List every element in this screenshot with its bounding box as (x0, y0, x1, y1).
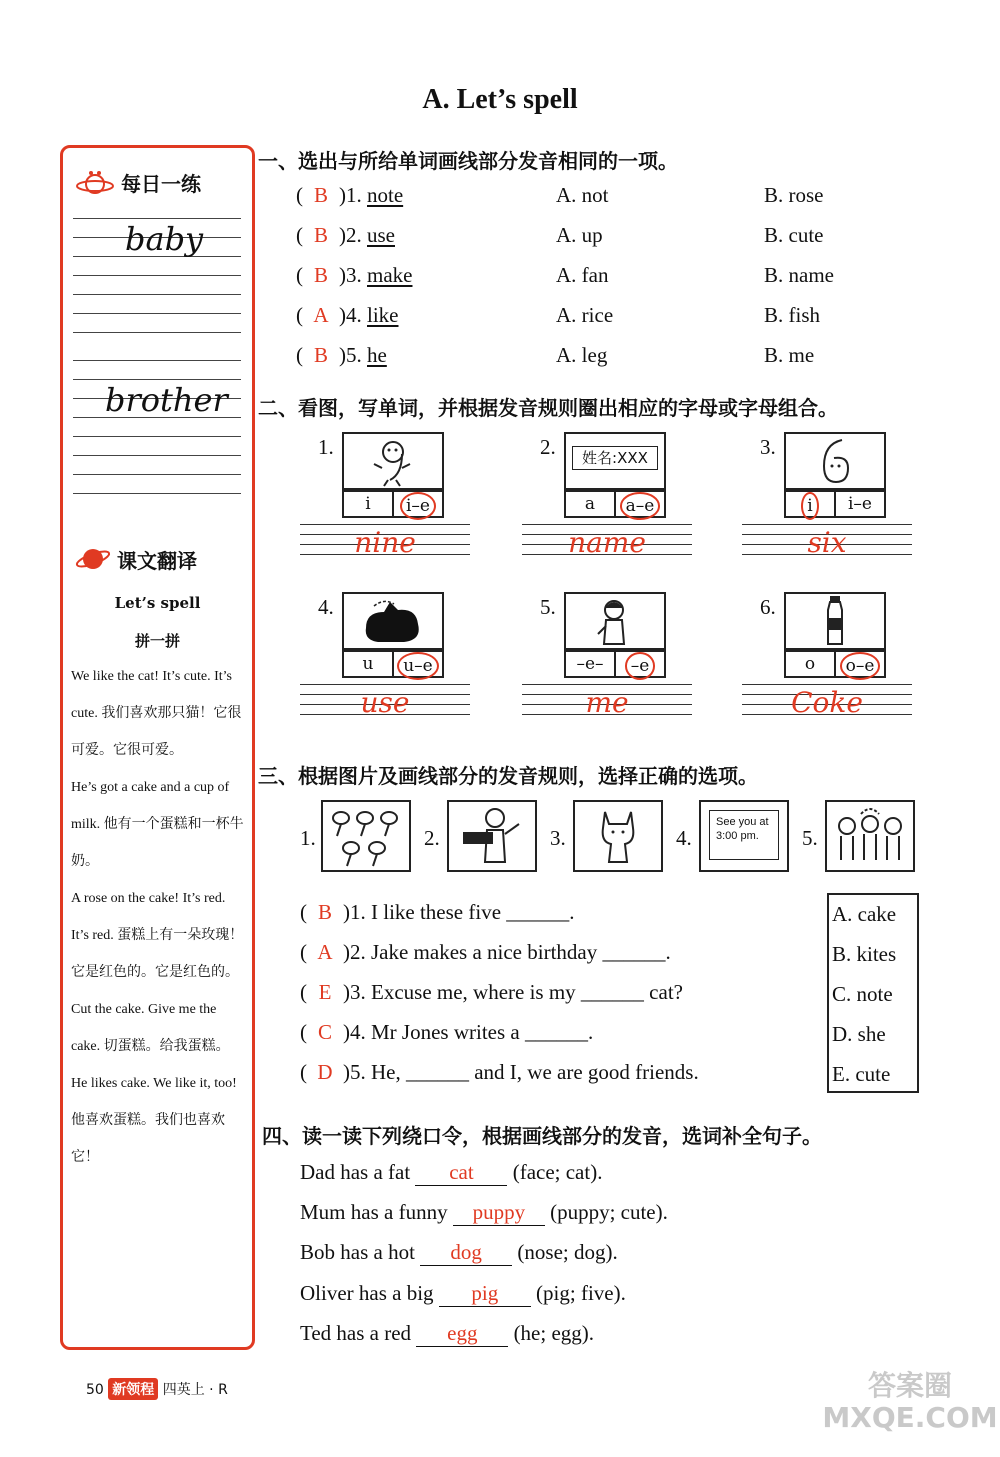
s4-row-1: Dad has a fat cat (face; cat). (300, 1160, 603, 1184)
s1-word: make (367, 263, 413, 287)
s3-option: B. kites (832, 942, 897, 966)
translation-paragraph: Cut the cake. Give me the cake. 切蛋糕。给我蛋糕。 (71, 1002, 230, 1054)
s2-answer-word[interactable]: name (568, 526, 646, 559)
s3-answer[interactable]: B (317, 900, 332, 924)
s3-picture-number: 2. (424, 826, 440, 850)
s2-item-number: 5. (540, 595, 556, 619)
s2-picture-coke (784, 592, 886, 650)
translation-header (75, 544, 245, 574)
s1-option-a: A. leg (556, 343, 608, 367)
s1-answer[interactable]: B (313, 223, 328, 247)
cursive-word-baby: baby (125, 220, 204, 258)
s2-option[interactable]: –e– (576, 654, 604, 674)
s1-answer[interactable]: B (313, 183, 328, 207)
s2-writing-lines (522, 524, 692, 564)
animal-silhouette-icon (344, 594, 442, 648)
s1-option-b: B. cute (764, 223, 824, 247)
s3-picture-number: 1. (300, 826, 316, 850)
planet-icon (75, 169, 115, 197)
translation-paragraph: We like the cat! It’s cute. It’s cute. 我们喜欢那只猫！它很可爱。它很可爱。 (71, 669, 242, 758)
s3-answer[interactable]: E (318, 980, 332, 1004)
s2-item-number: 2. (540, 435, 556, 459)
s3-row-4: ( C )4. Mr Jones writes a ______. (300, 1020, 594, 1044)
girl-pointing-icon (566, 594, 664, 648)
daily-practice-header (75, 168, 245, 197)
s2-item-number: 4. (318, 595, 334, 619)
s2-answer-word[interactable]: six (807, 526, 847, 559)
s4-answer[interactable]: pig (439, 1281, 531, 1307)
s4-answer[interactable]: puppy (453, 1200, 545, 1226)
page-title: A. Let’s spell (422, 84, 578, 115)
s1-row-2: ( B )2. use (296, 223, 395, 247)
s2-picture-six (784, 432, 886, 490)
s2-option-circled[interactable] (392, 492, 442, 516)
s2-options (784, 650, 886, 678)
translation-title: 课文翻译 (117, 548, 197, 573)
s2-option[interactable]: o (804, 654, 816, 674)
s1-row-5: ( B )5. he (296, 343, 387, 367)
s1-word: like (367, 303, 399, 327)
s1-answer[interactable]: B (313, 343, 328, 367)
cursive-word-brother: brother (105, 381, 228, 419)
bottle-icon (786, 594, 884, 648)
circled-option-mark: i–e (400, 492, 436, 520)
s2-picture-me (564, 592, 666, 650)
s2-option[interactable]: u (362, 654, 374, 674)
s3-picture-cake (447, 800, 537, 872)
s3-row-2: ( A )2. Jake makes a nice birthday ______. (300, 940, 671, 964)
s2-options (564, 650, 666, 678)
circled-option-mark: a–e (620, 492, 661, 520)
s2-answer-word[interactable]: Coke (791, 686, 863, 719)
translation-paragraph: He likes cake. We like it, too! 他喜欢蛋糕。我们也喜欢它！ (71, 1076, 237, 1165)
section1-heading: 一、选出与所给单词画线部分发音相同的一项。 (258, 149, 678, 173)
s1-answer[interactable]: B (313, 263, 328, 287)
s3-row-1: ( B )1. I like these five ______. (300, 900, 575, 924)
s2-answer-word[interactable]: me (585, 686, 629, 719)
s2-options (342, 490, 444, 518)
translation-paragraph: A rose on the cake! It’s red. It’s red. 蛋糕上有一朵玫瑰！它是红色的。它是红色的。 (71, 891, 244, 980)
book-label: 四英上 · R (162, 1382, 228, 1398)
s3-option: A. cake (832, 902, 897, 926)
s3-answer[interactable]: A (317, 940, 333, 964)
s2-item-number: 3. (760, 435, 776, 459)
lesson-translation (71, 658, 246, 1176)
number-nine-character-icon (344, 434, 442, 488)
s3-picture-number: 3. (550, 826, 566, 850)
s2-option-circled[interactable] (614, 652, 664, 676)
s1-row-4: ( A )4. like (296, 303, 399, 327)
saturn-icon (75, 544, 111, 574)
note-text: See you at 3:00 pm. (709, 810, 779, 860)
s3-answer[interactable]: C (317, 1020, 332, 1044)
children-icon (827, 802, 913, 870)
s2-item-number: 6. (760, 595, 776, 619)
lesson-title: Let’s spell (114, 594, 201, 612)
s4-row-5: Ted has a red egg (he; egg). (300, 1321, 595, 1345)
s2-option-circled[interactable] (786, 492, 834, 516)
kites-icon (323, 802, 409, 870)
s3-option-list (827, 893, 919, 1093)
s1-row-1: ( B )1. note (296, 183, 404, 207)
s1-option-b: B. me (764, 343, 815, 367)
s3-picture-kites (321, 800, 411, 872)
boy-with-cake-icon (449, 802, 535, 870)
s1-word: use (367, 223, 395, 247)
s1-option-b: B. fish (764, 303, 821, 327)
s2-writing-lines (300, 684, 470, 724)
s1-answer[interactable]: A (313, 303, 329, 327)
s3-picture-cat (573, 800, 663, 872)
s1-option-a: A. not (556, 183, 609, 207)
s1-word: note (367, 183, 404, 207)
s1-word: he (367, 343, 387, 367)
watermark: 答案圈 MXQE.COM (822, 1369, 998, 1434)
s2-option-circled[interactable] (392, 652, 442, 676)
s2-option-circled[interactable] (834, 652, 884, 676)
s3-picture-note (699, 800, 789, 872)
s2-options (342, 650, 444, 678)
s2-picture-name-card (564, 432, 666, 490)
s3-picture-she (825, 800, 915, 872)
s2-options (564, 490, 666, 518)
s3-answer[interactable]: D (317, 1060, 333, 1084)
section2-heading: 二、看图，写单词，并根据发音规则圈出相应的字母或字母组合。 (258, 396, 838, 420)
s2-picture-use (342, 592, 444, 650)
s1-option-b: B. rose (764, 183, 824, 207)
lesson-subtitle: 拼一拼 (134, 632, 180, 650)
s2-option[interactable]: i (365, 494, 371, 514)
page-footer (86, 1378, 228, 1400)
s3-picture-number: 4. (676, 826, 692, 850)
circled-option-mark: i (801, 492, 818, 520)
circled-option-mark: o–e (840, 652, 881, 680)
s2-picture-nine (342, 432, 444, 490)
s3-option: D. she (832, 1022, 886, 1046)
s2-answer-word[interactable]: use (360, 686, 410, 719)
s2-option-circled[interactable] (614, 492, 664, 516)
s4-row-4: Oliver has a big pig (pig; five). (300, 1281, 626, 1305)
page-number: 50 (86, 1382, 104, 1398)
s4-answer[interactable]: cat (415, 1160, 507, 1186)
s2-option[interactable]: a (584, 494, 596, 514)
number-six-character-icon (786, 434, 884, 488)
s2-option[interactable]: i–e (834, 492, 884, 516)
translation-paragraph: He’s got a cake and a cup of milk. 他有一个蛋糕和一杯牛奶。 (71, 780, 244, 869)
s4-row-3: Bob has a hot dog (nose; dog). (300, 1240, 618, 1264)
s2-writing-lines (742, 684, 912, 724)
s1-option-a: A. rice (556, 303, 614, 327)
s2-options (784, 490, 886, 518)
section4-heading: 四、读一读下列绕口令，根据画线部分的发音，选词补全句子。 (262, 1124, 822, 1148)
brand-badge: 新领程 (108, 1378, 158, 1400)
cat-icon (575, 802, 661, 870)
circled-option-mark: u–e (397, 652, 439, 680)
s4-answer[interactable]: dog (420, 1240, 512, 1266)
s2-item-number: 1. (318, 435, 334, 459)
s3-option: C. note (832, 982, 893, 1006)
s2-writing-lines (522, 684, 692, 724)
s2-writing-lines (300, 524, 470, 564)
sidebar-panel (60, 145, 255, 1350)
s1-option-b: B. name (764, 263, 834, 287)
circled-option-mark: –e (625, 652, 656, 680)
s1-option-a: A. up (556, 223, 603, 247)
s3-picture-number: 5. (802, 826, 818, 850)
s2-answer-word[interactable]: nine (354, 526, 416, 559)
name-card-label: 姓名:XXX (572, 446, 658, 470)
s4-answer[interactable]: egg (416, 1321, 508, 1347)
s3-option: E. cute (832, 1062, 891, 1086)
s3-row-3: ( E )3. Excuse me, where is my ______ cat? (300, 980, 683, 1004)
s3-row-5: ( D )5. He, ______ and I, we are good friends. (300, 1060, 699, 1084)
s2-writing-lines (742, 524, 912, 564)
s1-row-3: ( B )3. make (296, 263, 413, 287)
s1-option-a: A. fan (556, 263, 609, 287)
s4-row-2: Mum has a funny puppy (puppy; cute). (300, 1200, 668, 1224)
section3-heading: 三、根据图片及画线部分的发音规则，选择正确的选项。 (258, 764, 758, 788)
daily-practice-title: 每日一练 (121, 172, 201, 196)
